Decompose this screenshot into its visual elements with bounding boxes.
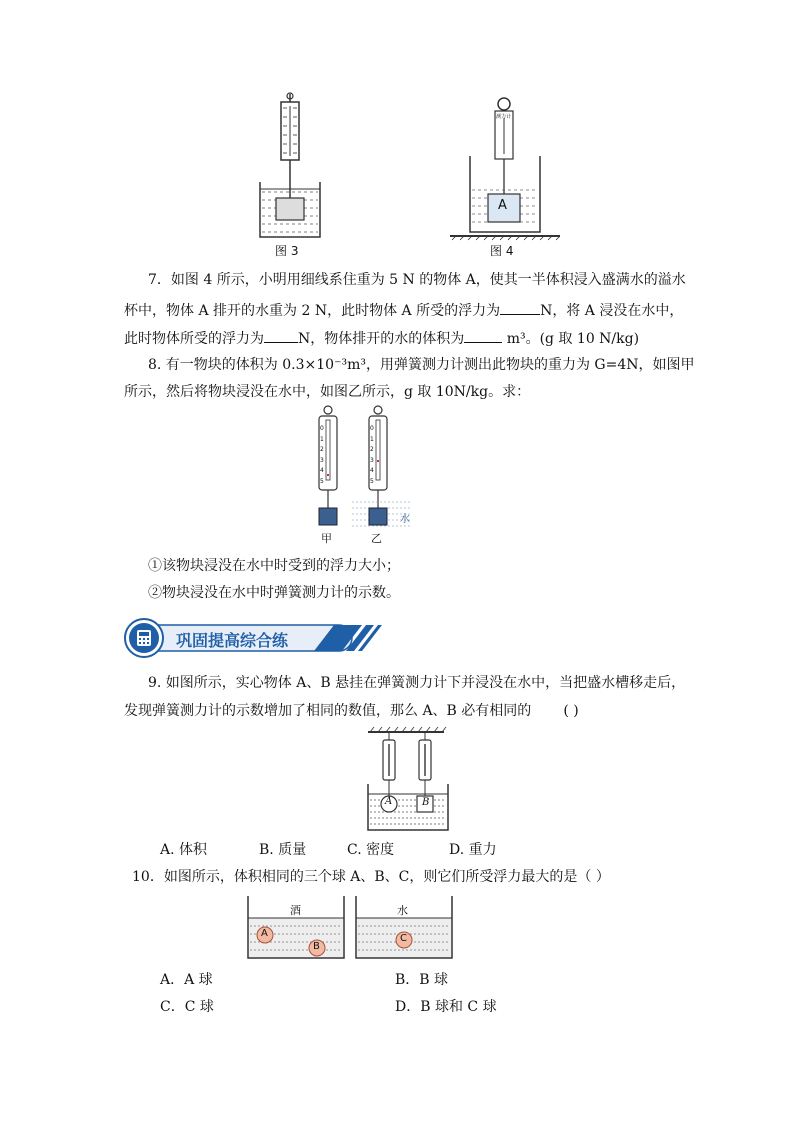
q8-sub-2: ②物块浸没在水中时弹簧测力计的示数。 xyxy=(148,585,400,601)
figure-3-caption: 图 3 xyxy=(275,244,299,258)
q8-sub-1: ①该物块浸没在水中时受到的浮力大小； xyxy=(148,558,400,574)
q9-line-2 xyxy=(124,701,579,721)
section-title: 巩固提高综合练 xyxy=(176,631,289,650)
tick-label: 5 xyxy=(370,477,374,485)
q10-line-1: 10．如图所示，体积相同的三个球 A、B、C，则它们所受浮力最大的是（ ） xyxy=(132,869,610,885)
figure-10-right-label: 水 xyxy=(397,904,408,917)
q8-line-2: 所示，然后将物块浸没在水中，如图乙所示，g 取 10N/kg。求： xyxy=(124,384,531,400)
figure-10 xyxy=(244,894,456,962)
figure-8-water-label: 水 xyxy=(400,514,410,525)
q7-line-3 xyxy=(124,328,639,349)
tick-label: 1 xyxy=(370,435,374,443)
figure-9-drawing xyxy=(362,726,450,832)
section-banner xyxy=(124,618,382,658)
q10-option-c[interactable]: C．C 球 xyxy=(160,999,214,1015)
figure-3-drawing xyxy=(250,92,330,252)
q7-blank-2[interactable] xyxy=(264,328,298,343)
q7-line-3-a: 此时物体所受的浮力为 xyxy=(124,331,264,347)
figure-10-left-label: 酒 xyxy=(290,904,301,917)
q9-option-d[interactable]: D. 重力 xyxy=(449,842,497,858)
q7-line-2-a: 杯中，物体 A 排开的水重为 2 N，此时物体 A 所受的浮力为 xyxy=(124,303,501,319)
q7-blank-3[interactable] xyxy=(464,328,502,343)
figure-8-scale-jia-ticks xyxy=(320,424,324,487)
figure-10-ball-a-label: A xyxy=(261,928,268,939)
q9-option-b[interactable]: B. 质量 xyxy=(259,842,307,858)
q7-line-3-b: N，物体排开的水的体积为 xyxy=(298,331,465,347)
figure-8-label-jia: 甲 xyxy=(321,532,332,545)
q7-line-3-c: m³。(g 取 10 N/kg) xyxy=(502,331,640,347)
tick-label: 4 xyxy=(370,467,374,474)
figure-8 xyxy=(306,404,416,544)
tick-label: 2 xyxy=(370,446,374,453)
q8-line-1: 8. 有一物块的体积为 0.3×10⁻³m³，用弹簧测力计测出此物块的重力为 G=4N，如图甲 xyxy=(148,357,695,373)
calculator-icon-svg xyxy=(136,629,152,647)
tick-label: 1 xyxy=(320,435,324,443)
q7-line-1: 7．如图 4 所示，小明用细线系住重为 5 N 的物体 A，使其一半体积浸入盛满水的溢水 xyxy=(148,272,686,288)
calculator-icon xyxy=(136,629,152,647)
q7-line-2-b: N，将 A 浸没在水中， xyxy=(540,303,684,319)
tick-label: 4 xyxy=(320,467,324,474)
figure-10-drawing xyxy=(244,894,456,962)
tick-label: 0 xyxy=(320,425,324,432)
q9-line-2-text: 发现弹簧测力计的示数增加了相同的数值，那么 A、B 必有相同的 xyxy=(124,703,532,719)
figure-4-meter-label: 测力计 xyxy=(496,114,512,120)
tick-label: 3 xyxy=(320,456,324,464)
q9-option-a[interactable]: A. 体积 xyxy=(160,842,208,858)
figure-3 xyxy=(250,92,330,252)
q10-option-a[interactable]: A．A 球 xyxy=(160,972,213,988)
tick-label: 3 xyxy=(370,456,374,464)
figure-4 xyxy=(448,94,560,244)
figure-10-ball-b-label: B xyxy=(313,941,320,952)
q7-line-2 xyxy=(124,300,683,321)
figure-8-label-yi: 乙 xyxy=(371,532,382,545)
q9-option-c[interactable]: C. 密度 xyxy=(347,842,395,858)
tick-label: 5 xyxy=(320,477,324,485)
q9-line-1: 9. 如图所示，实心物体 A、B 悬挂在弹簧测力计下并浸没在水中，当把盛水槽移走后， xyxy=(148,675,686,691)
q7-blank-1[interactable] xyxy=(500,300,540,315)
figure-4-block-label: A xyxy=(498,198,507,213)
figure-9-ball-a-label: A xyxy=(385,796,393,807)
q10-option-b[interactable]: B．B 球 xyxy=(395,972,449,988)
tick-label: 2 xyxy=(320,446,324,453)
figure-9 xyxy=(362,726,450,832)
figure-9-block-b-label: B xyxy=(422,797,430,808)
q10-option-d[interactable]: D．B 球和 C 球 xyxy=(395,999,497,1015)
tick-label: 0 xyxy=(370,425,374,432)
q9-answer-paren[interactable]: ( ) xyxy=(563,703,579,719)
figure-4-caption: 图 4 xyxy=(490,244,514,258)
figure-10-ball-c-label: C xyxy=(400,933,407,944)
figure-8-scale-yi-ticks xyxy=(370,424,374,487)
